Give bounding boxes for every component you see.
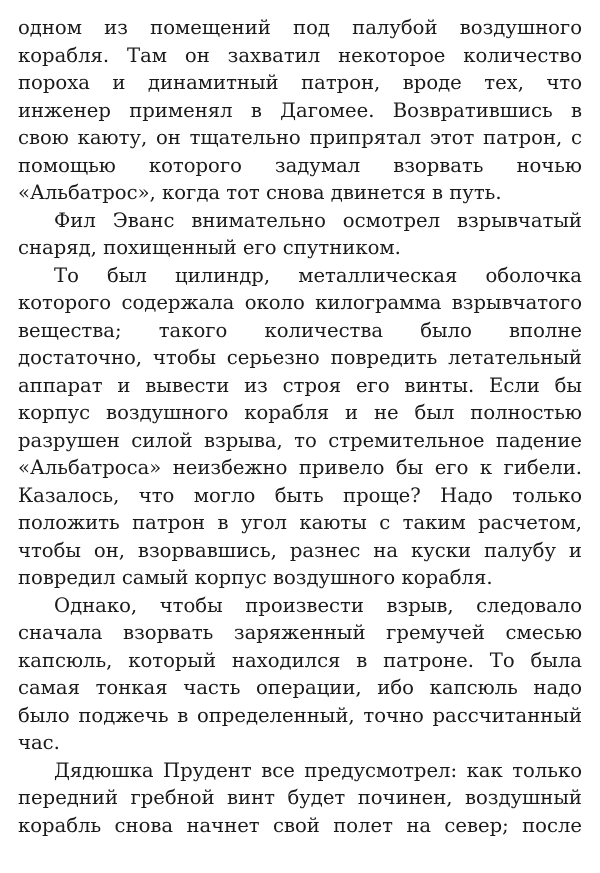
text-line: самая тонкая часть операции, ибо капсюль надо	[18, 676, 582, 699]
text-line: корпус воздушного корабля и не был полностью	[18, 401, 582, 424]
text-line: помощью которого задумал взорвать ночью	[18, 153, 582, 177]
text-line: вещества; такого количества было вполне	[18, 318, 582, 342]
text-line: пороха и динамитный патрон, вроде тех, что	[18, 71, 582, 94]
text-line: положить патрон в угол каюты с таким расчетом,	[18, 511, 582, 534]
paragraph	[18, 262, 582, 592]
text-line: разрушен силой взрыва, то стремительное падение	[18, 428, 582, 452]
text-line: Дядюшка Прудент все предусмотрел: как только	[54, 758, 582, 782]
text-line: снаряд, похищенный его спутником.	[18, 236, 401, 259]
paragraph	[18, 207, 582, 262]
text-line: корабль снова начнет свой полет на север; после	[18, 813, 582, 837]
text-line: корабля. Там он захватил некоторое количество	[18, 43, 582, 67]
text-line: сначала взорвать заряженный гремучей смесью	[18, 621, 582, 644]
text-line: свою каюту, он тщательно припрятал этот патрон, с	[18, 126, 582, 149]
text-line: Однако, чтобы произвести взрыв, следовало	[54, 593, 582, 617]
paragraph	[18, 592, 582, 757]
text-line: было поджечь в определенный, точно рассчитанный	[18, 703, 582, 727]
text-line: передний гребной винт будет починен, воздушный	[18, 786, 582, 809]
text-line: одном из помещений под палубой воздушного	[18, 16, 582, 39]
text-line: достаточно, чтобы серьезно повредить летательный	[18, 346, 582, 369]
paragraph	[18, 757, 582, 840]
text-line: То был цилиндр, металлическая оболочка	[54, 263, 582, 287]
text-line: аппарат и вывести из строя его винты. Если бы	[18, 373, 582, 397]
text-line: «Альбатрос», когда тот снова двинется в путь.	[18, 181, 502, 204]
text-line: Фил Эванс внимательно осмотрел взрывчатый	[54, 208, 582, 232]
text-line: которого содержала около килограмма взрывчатого	[18, 291, 582, 314]
text-line: чтобы он, взорвавшись, разнес на куски палубу и	[18, 538, 582, 562]
text-line: Казалось, что могло быть проще? Надо только	[18, 483, 582, 507]
text-line: повредил самый корпус воздушного корабля.	[18, 566, 493, 589]
text-line: час.	[18, 731, 60, 754]
text-line: капсюль, который находился в патроне. То была	[18, 648, 582, 672]
paragraph	[18, 14, 582, 207]
text-line: инженер применял в Дагомее. Возвратившись в	[18, 98, 582, 122]
text-line: «Альбатроса» неизбежно привело бы его к гибели.	[18, 456, 582, 479]
book-page	[18, 14, 582, 839]
